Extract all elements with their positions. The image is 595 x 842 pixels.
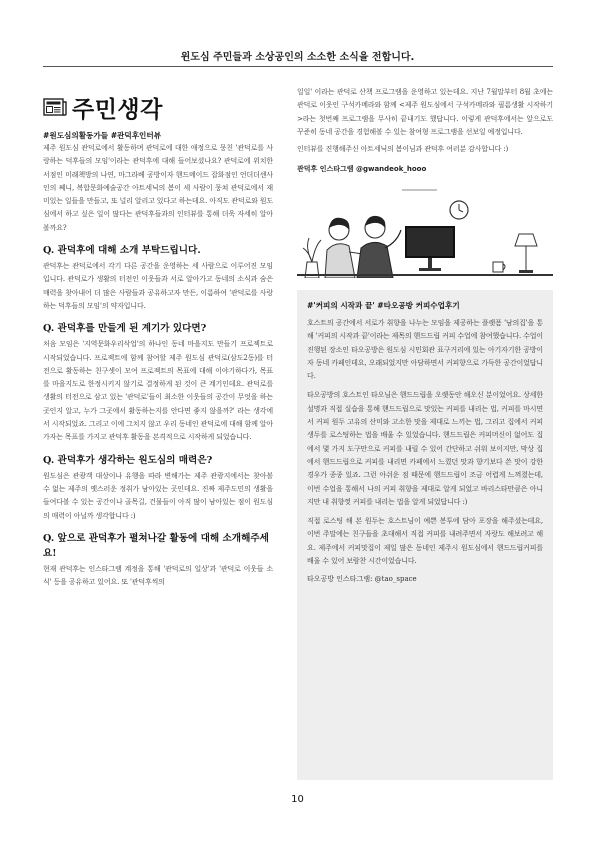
plant-icon xyxy=(303,238,321,278)
office-illustration xyxy=(297,182,553,282)
section-heading xyxy=(43,92,273,122)
lamp-icon xyxy=(515,234,537,273)
monitor-icon xyxy=(405,226,455,271)
left-column xyxy=(43,86,273,589)
answer-1: 관덕후는 관덕로에서 각기 다른 공간을 운영하는 세 사람으로 이루어진 모임입니다. 관덕로가 생활의 터전인 이웃들과 서로 알아가고 동네의 소식과 숨은 매력을 찾아내어 더 많은 사람들과 공유하고자 만든, 이름하여 '관덕로를 사랑하는 덕후들의 모임'의 약자입니다. xyxy=(43,262,273,310)
right-paragraph-1: 일일' 이라는 관덕로 산책 프로그램을 운영하고 있는데요. 지난 7월말부터 8월 초에는 관덕로 이웃인 구석카메라와 함께 <제주 원도심에서 구석카메라와 필름생활 시작하기>라는 첫번째 프로그램을 무사히 끝내기도 했답니다. 이렇게 관덕후에서는 앞으로도 꾸준히 동네 공간을 경험해볼 수 있는 참여형 프로그램을 선보일 예정입니다. xyxy=(297,88,553,136)
answer-2: 처음 모임은 '지역문화우리삭업'의 하나인 동네 마을지도 만들기 프로젝트로 시작되었습니다. 프로젝트에 함께 참여할 제주 원도심 관덕로(삼도2동)를 터전으로 활동하는 친구셋이 모여 프로젝트의 목표에 대해 이야기하다가, 목표를 마을지도로 한정시키지 않기로 결정하게 된 것이 큰 계기인데요. 관덕로를 생활의 터전으로 삼고 있는 '관덕로'들이 최소한 이웃들의 공간이 무엇을 하는 곳인지 알고, 누가 그곳에서 활동하는지를 안다면 좋지 않을까?' 라는 생각에서 시작되었죠. 그리고 이에 그치지 않고 우리 동네인 관덕로에 대해 함께 알아가자는 목표를 가지고 관덕후 활동을 본격적으로 시작하게 되었습니다. xyxy=(43,340,273,442)
right-paragraph-2: 인터뷰를 진행해주신 아트세닉의 봄이님과 관덕후 여러분 감사합니다 :) xyxy=(297,145,509,154)
answer-3: 원도심은 관광객 대상이나 유행을 따라 변해가는 제주 관광지에서는 찾아볼 수 없는 제주의 옛스러운 정취가 남아있는 곳인데요. 진짜 제주도민의 생활을 들여다볼 수 있는 공간이나 골목길, 건물들이 아직 많이 남아있는 점이 원도심의 매력이 아닐까 생각합니다 :) xyxy=(43,471,273,520)
box-paragraph-3: 직접 로스팅 해 본 원두는 호스트님이 예쁜 봉투에 담아 포장을 해주셨는데요, 이번 주말에는 친구들을 초대해서 직접 커피를 내려주면서 자랑도 해보려고 해요. 제주에서 커피맛집이 제일 많은 동네인 제주시 원도심에서 핸드드립커피를 배울 수 있어 보람찬 시간이었습니다. xyxy=(307,517,543,566)
hashtag: #원도심의활동가들 #관덕후인터뷰 xyxy=(43,131,162,140)
right-column xyxy=(297,86,553,282)
header-rule xyxy=(43,66,553,67)
person-icon xyxy=(357,216,401,278)
question-4: Q. 앞으로 관덕후가 펼쳐나갈 활동에 대해 소개해주세요! xyxy=(43,532,269,559)
intro-paragraph: 제주 원도심 관덕로에서 활동하며 관덕로에 대한 애정으로 뭉친 '관덕로를 사랑하는 덕후들의 모임'이라는 관덕후에 대해 들어보셨나요? 관덕로에 위치한 서점인 미래책방의 나연, 마그라베 공방이자 핸드메이드 잡화점인 언더더센사인의 쩨니, 복합문화예술공간 아트세닉의 봄이 세 사람이 뭉쳐 관덕로에서 재미있는 일들을 만들고, 또 널리 알리고 있다고 하는데요. 아직도 관덕로와 원도심에서 하고 싶은 일이 많다는 관덕후들과의 인터뷰를 통해 더욱 자세히 알아볼까요? xyxy=(43,144,273,232)
clock-icon xyxy=(450,201,468,219)
header-title: 윈도심 주민들과 소상공인의 소소한 소식을 전합니다. xyxy=(180,52,415,63)
illustration-svg xyxy=(297,182,553,278)
question-2: Q. 관덕후를 만들게 된 계기가 있다면? xyxy=(43,323,207,335)
question-1: Q. 관덕후에 대해 소개 부탁드립니다. xyxy=(43,245,201,257)
cup-icon xyxy=(493,262,505,272)
coffee-review-box xyxy=(297,290,553,780)
page-title: 주민생각 xyxy=(72,96,163,123)
box-title: #'커피의 시작과 끝' #타오공방 커피수업후기 xyxy=(307,301,460,310)
newspaper-icon xyxy=(43,97,68,117)
question-3: Q. 관덕후가 생각하는 원도심의 매력은? xyxy=(43,454,213,466)
box-signature: 타오공방 인스타그램: @tao_space xyxy=(307,575,417,584)
desk-line xyxy=(297,274,553,276)
page-number: 10 xyxy=(291,794,304,805)
box-paragraph-2: 타오공방의 호스트인 타오님은 핸드드립을 오랫동안 해오신 분이었어요. 상세한 설명과 직접 실습을 통해 핸드드립으로 맛있는 커피를 내리는 법, 커피를 마시면서 커피 원두 고유의 산미와 고소한 맛을 제대로 느끼는 법, 그리고 집에서 커피 생두를 로스팅하는 법을 배울 수 있었습니다. 핸드드립은 커피머신이 없어도 집에서 몇 가지 도구만으로 커피를 내릴 수 있어 간단하고 쉬워 보이지만, 막상 집에서 핸드드립으로 커피를 내리면 카페에서 느꼈던 맛과 향기보다 쓴 맛이 강한 경우가 종종 있죠. 그런 아쉬운 점 때문에 핸드드립이 조금 어렵게 느껴졌는데, 이번 수업을 통해서 나의 커피 취향을 제대로 알게 되었고 바리스타만큼은 아니지만 내 취향껏 커피를 내리는 법을 알게 되었답니다 :) xyxy=(307,391,543,506)
box-paragraph-1: 호스트의 공간에서 서로가 취향을 나누는 모임을 제공하는 플랫폼 '남의집'을 통해 '커피의 시작과 끝'이라는 제목의 핸드드립 커피 수업에 참여했습니다. 수업이 진행된 장소인 타오공방은 원도심 시민회관 표구거리에 있는 아기자기한 공방이자 동네 카페인데요, 오래되었지만 아담하면서 커피향으로 가득한 공간이었답니다. xyxy=(307,319,543,381)
answer-4: 현재 관덕후는 인스타그램 계정을 통해 '관덕로의 일상'과 '관덕로 이웃들 소식' 등을 공유하고 있어요. 또 '관덕후씩의 xyxy=(43,564,273,587)
instagram-handle: 관덕후 인스타그램 @gwandeok_hooo xyxy=(297,165,427,174)
